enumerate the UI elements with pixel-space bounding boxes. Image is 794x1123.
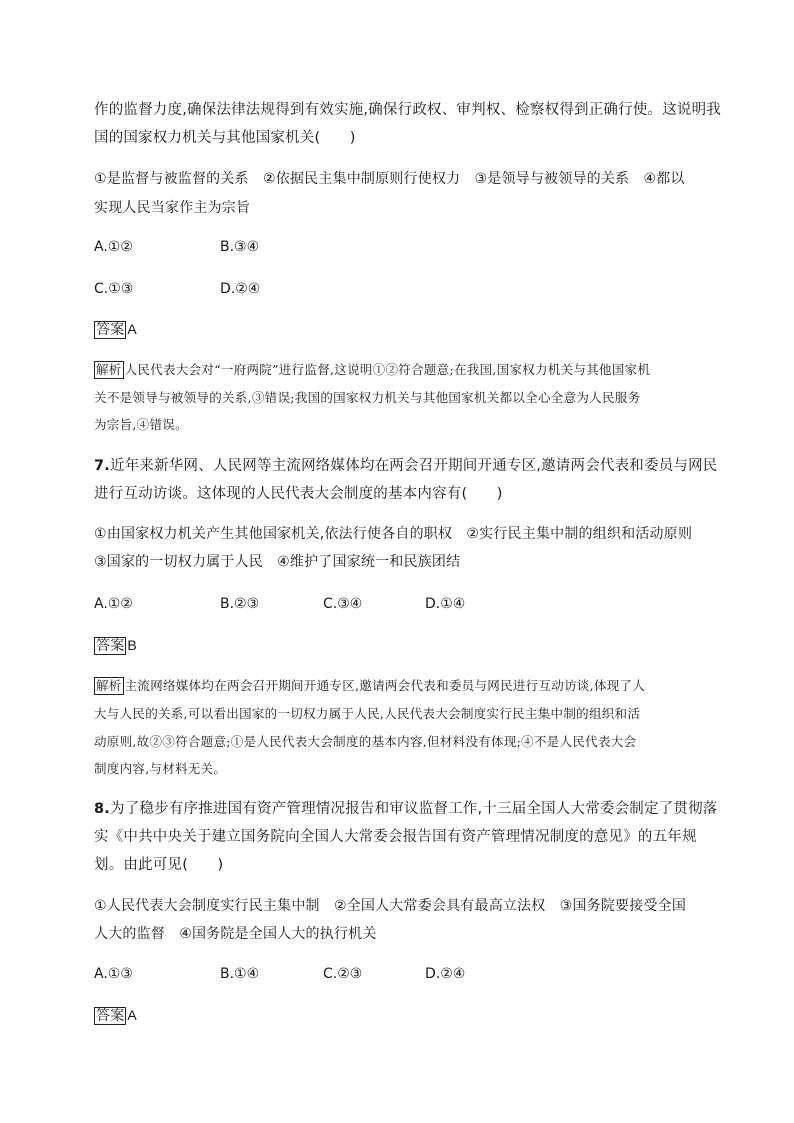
q7-answer [94, 636, 137, 655]
answer-tag: 答案 [96, 1008, 125, 1024]
answer-tag: 答案 [96, 322, 125, 338]
q7-option-b: B.②③ [220, 596, 260, 612]
q8-stem-line-1 [94, 800, 718, 818]
q7-statements-line-1: ①由国家权力机关产生其他国家机关,依法行使各自的职权 ②实行民主集中制的组织和活动原则 [94, 526, 693, 542]
q7-stem-line-1 [94, 457, 718, 475]
q8-stem-line-3: 划。由此可见( ) [94, 857, 224, 873]
q6-stem-line-2: 国的国家权力机关与其他国家机关( ) [94, 130, 356, 146]
q8-stem-text-1: 为了稳步有序推进国有资产管理情况报告和审议监督工作,十三届全国人大常委会制定了贯彻落 [110, 801, 718, 817]
q8-statements-line-1: ①人民代表大会制度实行民主集中制 ②全国人大常委会具有最高立法权 ③国务院要接受全国 [94, 898, 687, 914]
q6-option-c: C.①③ [94, 281, 134, 297]
explanation-tag: 解析 [96, 362, 122, 377]
q6-option-b: B.③④ [220, 239, 260, 255]
q7-explanation-line-3: 动原则,故②③符合题意;①是人民代表大会制度的基本内容,但材料没有体现;④不是人民代表大会 [94, 734, 637, 749]
q6-option-d: D.②④ [220, 281, 261, 297]
q7-statements-line-2: ③国家的一切权力属于人民 ④维护了国家统一和民族团结 [94, 554, 461, 570]
q8-number: 8. [94, 801, 110, 817]
q8-statements-line-2: 人大的监督 ④国务院是全国人大的执行机关 [94, 926, 377, 942]
q6-explanation-line-1 [94, 361, 650, 379]
q7-stem-text-1: 近年来新华网、人民网等主流网络媒体均在两会召开期间开通专区,邀请两会代表和委员与网民 [110, 458, 718, 474]
q6-explanation-text-1: 人民代表大会对“一府两院”进行监督,这说明①②符合题意;在我国,国家权力机关与其他国家机 [124, 362, 651, 377]
q6-explanation-line-2: 关不是领导与被领导的关系,③错误;我国的国家权力机关与其他国家机关都以全心全意为人民服务 [94, 390, 641, 405]
q7-option-a: A.①② [94, 596, 133, 612]
explanation-tag: 解析 [96, 678, 122, 693]
q8-option-c: C.②③ [323, 966, 363, 982]
q7-explanation-line-1 [94, 677, 645, 695]
q7-stem-line-2: 进行互动访谈。这体现的人民代表大会制度的基本内容有( ) [94, 486, 503, 502]
q6-stem-line-1: 作的监督力度,确保法律法规得到有效实施,确保行政权、审判权、检察权得到正确行使。这说明我 [94, 102, 722, 118]
q7-option-c: C.③④ [323, 596, 363, 612]
q6-option-a: A.①② [94, 239, 133, 255]
answer-tag: 答案 [96, 638, 125, 654]
q8-answer-value: A [127, 1007, 137, 1023]
q7-option-d: D.①④ [425, 596, 466, 612]
q8-option-a: A.①③ [94, 966, 133, 982]
q7-answer-value: B [127, 637, 137, 653]
q8-option-b: B.①④ [220, 966, 260, 982]
q8-stem-line-2: 实《中共中央关于建立国务院向全国人大常委会报告国有资产管理情况制度的意见》的五年规 [94, 829, 697, 845]
q6-answer-value: A [127, 321, 137, 337]
q8-option-d: D.②④ [425, 966, 466, 982]
q7-explanation-text-1: 主流网络媒体均在两会召开期间开通专区,邀请两会代表和委员与网民进行互动访谈,体现了人 [124, 678, 646, 693]
q6-explanation-line-3: 为宗旨,④错误。 [94, 417, 188, 432]
q7-explanation-line-4: 制度内容,与材料无关。 [94, 761, 227, 776]
q8-answer [94, 1006, 137, 1025]
q6-statements-line-2: 实现人民当家作主为宗旨 [94, 200, 251, 216]
q7-number: 7. [94, 458, 110, 474]
q7-explanation-line-2: 大与人民的关系,可以看出国家的一切权力属于人民,人民代表大会制度实行民主集中制的组织和活 [94, 706, 641, 721]
q6-statements-line-1: ①是监督与被监督的关系 ②依据民主集中制原则行使权力 ③是领导与被领导的关系 ④都以 [94, 171, 685, 187]
q6-answer [94, 320, 137, 339]
